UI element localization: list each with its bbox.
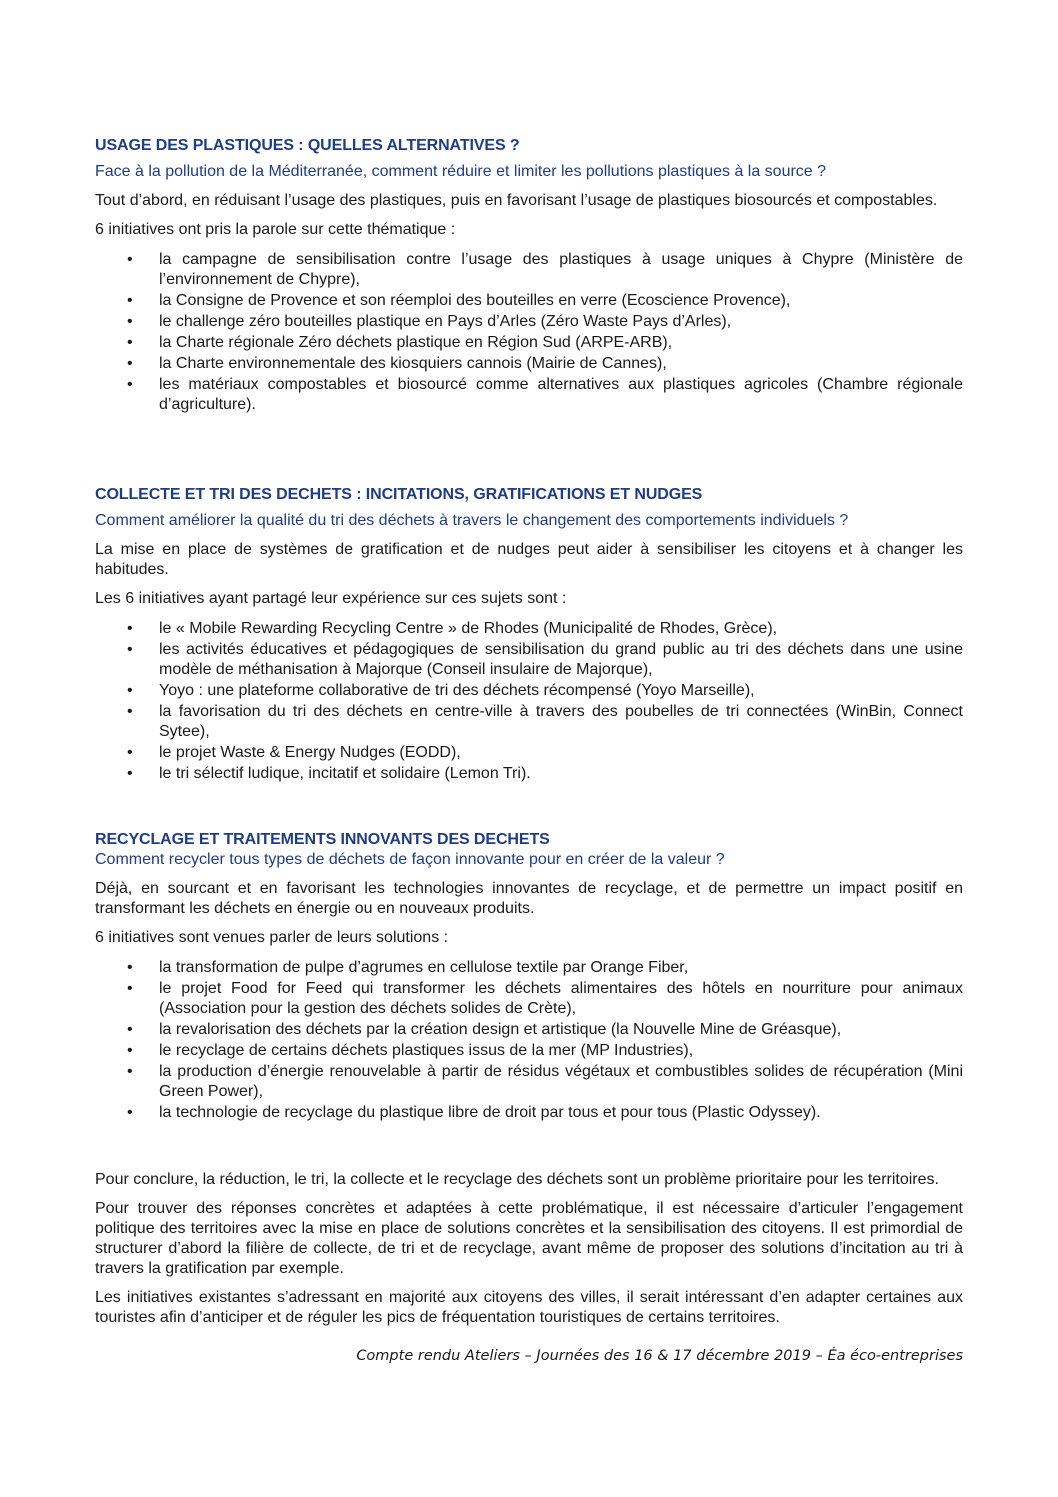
list-item — [95, 312, 963, 332]
bullet-icon: • — [127, 334, 133, 351]
list-item — [95, 702, 963, 742]
bullet-list — [95, 958, 963, 1123]
paragraph: Déjà, en sourcant et en favorisant les technologies innovantes de recyclage, et de permettre un impact positif en transformant les déchets en énergie ou en nouveaux produits. — [95, 880, 963, 917]
list-item — [95, 250, 963, 290]
bullet-icon: • — [127, 765, 133, 782]
conclusion-paragraph: Les initiatives existantes s’adressant en majorité aux citoyens des villes, il serait intéressant d’en adapter certaines aux touristes afin d’anticiper et de réguler les pics de fréquentation touristiques de certains territoires. — [95, 1289, 963, 1326]
bullet-icon: • — [127, 292, 133, 309]
bullet-icon: • — [127, 251, 133, 268]
list-item — [95, 1062, 963, 1102]
conclusion-paragraph: Pour conclure, la réduction, le tri, la collecte et le recyclage des déchets sont un problème prioritaire pour les territoires. — [95, 1171, 939, 1188]
list-item-text: la revalorisation des déchets par la création design et artistique (la Nouvelle Mine de Gréasque), — [159, 1021, 842, 1038]
list-item-text: le challenge zéro bouteilles plastique en Pays d’Arles (Zéro Waste Pays d’Arles), — [159, 313, 732, 330]
paragraph: Tout d’abord, en réduisant l’usage des plastiques, puis en favorisant l’usage de plastiques biosourcés et compostables. — [95, 192, 938, 209]
list-item-text: le projet Waste & Energy Nudges (EODD), — [159, 744, 461, 761]
list-item — [95, 291, 963, 311]
conclusion-paragraph: Pour trouver des réponses concrètes et adaptées à cette problématique, il est nécessaire d’articuler l’engagement politique des territoires avec la mise en place de solutions concrètes et la sensibilisation des citoyens. Il est primordial de structurer d’abord la filière de collecte, de tri et de recyclage, avant même de proposer des solutions d’incitation au tri à travers la gratification par exemple. — [95, 1200, 963, 1277]
section-question: Face à la pollution de la Méditerranée, comment réduire et limiter les pollutions plastiques à la source ? — [95, 163, 827, 180]
list-item — [95, 681, 963, 701]
bullet-icon: • — [127, 620, 133, 637]
list-item — [95, 743, 963, 763]
paragraph: 6 initiatives sont venues parler de leurs solutions : — [95, 929, 449, 946]
list-item-text: le « Mobile Rewarding Recycling Centre » de Rhodes (Municipalité de Rhodes, Grèce), — [159, 620, 778, 637]
list-item — [95, 619, 963, 639]
list-item-text: les matériaux compostables et biosourcé comme alternatives aux plastiques agricoles (Chambre régionale d’agriculture). — [159, 376, 963, 413]
section-collecte-tri — [95, 485, 963, 785]
list-item — [95, 764, 963, 784]
list-item-text: le projet Food for Feed qui transformer les déchets alimentaires des hôtels en nourriture pour animaux (Association pour la gestion des déchets solides de Crète), — [159, 980, 963, 1017]
section-question: Comment améliorer la qualité du tri des déchets à travers le changement des comportements individuels ? — [95, 512, 849, 529]
list-item-text: la transformation de pulpe d’agrumes en cellulose textile par Orange Fiber, — [159, 959, 689, 976]
list-item — [95, 375, 963, 415]
bullet-icon: • — [127, 313, 133, 330]
bullet-icon: • — [127, 744, 133, 761]
conclusion — [95, 1170, 963, 1337]
page-footer: Compte rendu Ateliers – Journées des 16 & 17 décembre 2019 – Éa éco-entreprises — [356, 1348, 963, 1364]
bullet-icon: • — [127, 1104, 133, 1121]
list-item-text: la Charte régionale Zéro déchets plastique en Région Sud (ARPE-ARB), — [159, 334, 673, 351]
list-item — [95, 640, 963, 680]
section-question: Comment recycler tous types de déchets de façon innovante pour en créer de la valeur ? — [95, 851, 725, 868]
list-item-text: la technologie de recyclage du plastique libre de droit par tous et pour tous (Plastic Odyssey). — [159, 1104, 821, 1121]
list-item-text: Yoyo : une plateforme collaborative de tri des déchets récompensé (Yoyo Marseille), — [159, 682, 755, 699]
list-item-text: la Charte environnementale des kiosquiers cannois (Mairie de Cannes), — [159, 355, 667, 372]
list-item — [95, 979, 963, 1019]
list-item-text: la favorisation du tri des déchets en centre-ville à travers des poubelles de tri connectées (WinBin, Connect Sytee), — [159, 703, 963, 740]
list-item — [95, 333, 963, 353]
paragraph: Les 6 initiatives ayant partagé leur expérience sur ces sujets sont : — [95, 590, 567, 607]
list-item-text: la Consigne de Provence et son réemploi des bouteilles en verre (Ecoscience Provence), — [159, 292, 791, 309]
bullet-icon: • — [127, 703, 133, 720]
bullet-icon: • — [127, 1063, 133, 1080]
list-item-text: le tri sélectif ludique, incitatif et solidaire (Lemon Tri). — [159, 765, 531, 782]
list-item-text: le recyclage de certains déchets plastiques issus de la mer (MP Industries), — [159, 1042, 694, 1059]
section-heading: RECYCLAGE ET TRAITEMENTS INNOVANTS DES DECHETS — [95, 831, 550, 848]
bullet-icon: • — [127, 641, 133, 658]
bullet-icon: • — [127, 1042, 133, 1059]
list-item — [95, 1103, 963, 1123]
section-heading: USAGE DES PLASTIQUES : QUELLES ALTERNATIVES ? — [95, 137, 520, 154]
list-item-text: la campagne de sensibilisation contre l’usage des plastiques à usage uniques à Chypre (Ministère de l’environnement de Chypre), — [159, 251, 963, 288]
bullet-list — [95, 619, 963, 784]
bullet-icon: • — [127, 682, 133, 699]
list-item-text: la production d’énergie renouvelable à partir de résidus végétaux et combustibles solides de récupération (Mini Green Power), — [159, 1063, 963, 1100]
list-item-text: les activités éducatives et pédagogiques de sensibilisation du grand public au tri des déchets dans une usine modèle de méthanisation à Majorque (Conseil insulaire de Majorque), — [159, 641, 963, 678]
paragraph: 6 initiatives ont pris la parole sur cette thématique : — [95, 221, 456, 238]
list-item — [95, 958, 963, 978]
bullet-list — [95, 250, 963, 415]
bullet-icon: • — [127, 355, 133, 372]
section-heading: COLLECTE ET TRI DES DECHETS : INCITATIONS, GRATIFICATIONS ET NUDGES — [95, 486, 703, 503]
bullet-icon: • — [127, 1021, 133, 1038]
bullet-icon: • — [127, 376, 133, 393]
list-item — [95, 1020, 963, 1040]
list-item — [95, 1041, 963, 1061]
bullet-icon: • — [127, 980, 133, 997]
bullet-icon: • — [127, 959, 133, 976]
list-item — [95, 354, 963, 374]
section-recyclage — [95, 830, 963, 1124]
section-plastiques — [95, 136, 963, 416]
paragraph: La mise en place de systèmes de gratification et de nudges peut aider à sensibiliser les citoyens et à changer les habitudes. — [95, 541, 963, 578]
